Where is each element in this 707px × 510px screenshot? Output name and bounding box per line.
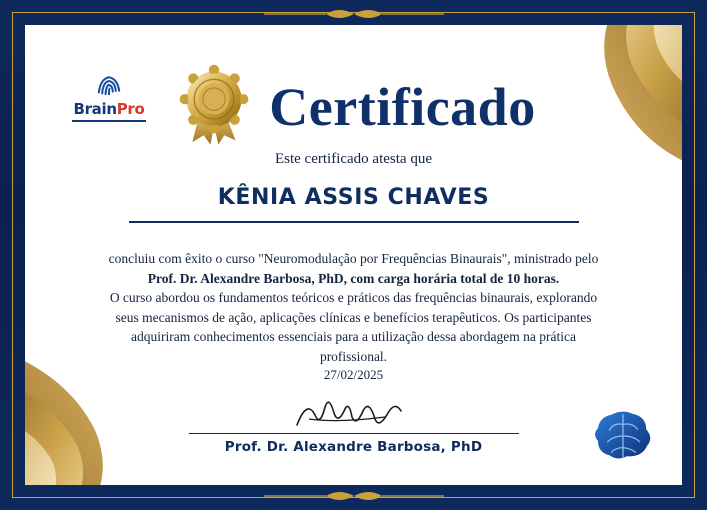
signatory-name: Prof. Dr. Alexandre Barbosa, PhD: [224, 439, 483, 455]
certificate-subtitle: Este certificado atesta que: [274, 151, 432, 167]
certificate-paper: [25, 25, 682, 485]
logo-brand-secondary: Pro: [116, 100, 145, 118]
signature-block: [189, 393, 519, 456]
page-title: Certificado: [269, 77, 536, 137]
body-line-3: O curso abordou os fundamentos teóricos e práticos das frequências binaurais, explorando: [109, 290, 598, 306]
certificate-body: [85, 249, 622, 385]
brain-icon: [592, 409, 654, 463]
certificate-title-row: [25, 63, 682, 149]
body-line-6: profissional.: [319, 348, 388, 364]
top-gold-ornament-icon: [264, 6, 444, 22]
body-line-2: Prof. Dr. Alexandre Barbosa, PhD, com carga horária total de 10 horas.: [147, 270, 560, 286]
body-line-5: adquiriram conhecimentos essenciais para a utilização dessa abordagem na prática: [131, 329, 576, 345]
body-line-4: seus mecanismos de ação, aplicações clínicas e benefícios terapêuticos. Os participantes: [115, 309, 592, 325]
signature-underline: [189, 433, 519, 435]
gold-rosette-seal-icon: [171, 63, 257, 149]
handwritten-signature-icon: [189, 393, 519, 433]
bottom-gold-ornament-icon: [264, 488, 444, 504]
body-line-1: concluiu com êxito o curso "Neuromodulação por Frequências Binaurais", ministrado pelo: [108, 251, 599, 266]
recipient-underline: [129, 221, 579, 223]
certificate-date: 27/02/2025: [323, 367, 384, 383]
logo-brand-primary: Brain: [73, 100, 117, 118]
recipient-name: KÊNIA ASSIS CHAVES: [217, 185, 490, 210]
